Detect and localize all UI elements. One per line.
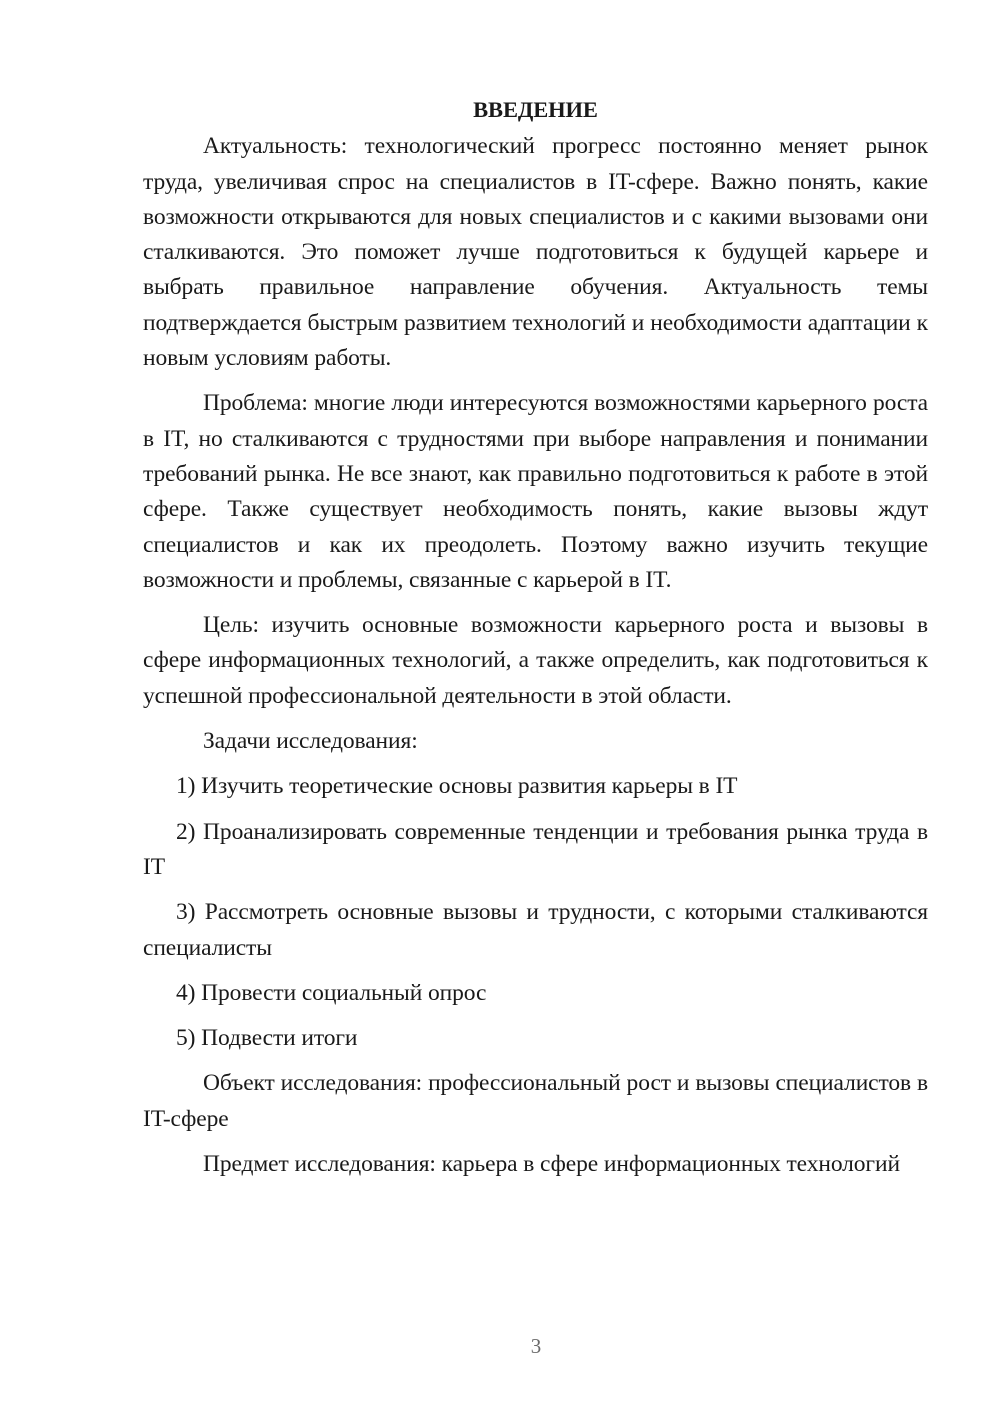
problem-paragraph: Проблема: многие люди интересуются возможностями карьерного роста в IT, но сталкиваются с трудностями при выборе направления и понимании требований рынка. Не все знают, как правильно подготовиться к работе в этой сфере. Также существует необходимость понять, какие вызовы ждут специалистов и как их преодолеть. Поэтому важно изучить текущие возможности и проблемы, связанные с карьерой в IT. (143, 390, 928, 593)
task-item-1: 1) Изучить теоретические основы развития карьеры в IT (176, 773, 738, 800)
page-number: 3 (530, 1334, 542, 1358)
tasks-heading: Задачи исследования: (203, 728, 418, 755)
task-item-2: 2) Проанализировать современные тенденции и требования рынка труда в IT (143, 818, 928, 880)
relevance-paragraph: Актуальность: технологический прогресс постоянно меняет рынок труда, увеличивая спрос на специалистов в IT-сфере. Важно понять, какие возможности открываются для новых специалистов и с какими вызовами они сталкиваются. Это поможет лучше подготовиться к будущей карьере и выбрать правильное направление обучения. Актуальность темы подтверждается быстрым развитием технологий и необходимости адаптации к новым условиям работы. (143, 133, 928, 372)
task-item-4: 4) Провести социальный опрос (176, 979, 487, 1006)
subject-paragraph: Предмет исследования: карьера в сфере информационных технологий (203, 1151, 900, 1178)
task-item-5: 5) Подвести итоги (176, 1025, 358, 1052)
task-item-3: 3) Рассмотреть основные вызовы и трудности, с которыми сталкиваются специалисты (143, 899, 928, 961)
section-heading: ВВЕДЕНИЕ (473, 97, 598, 122)
document-page (143, 92, 928, 1192)
object-paragraph: Объект исследования: профессиональный рост и вызовы специалистов в IT-сфере (143, 1070, 928, 1132)
goal-paragraph: Цель: изучить основные возможности карьерного роста и вызовы в сфере информационных технологий, а также определить, как подготовиться к успешной профессиональной деятельности в этой области. (143, 612, 928, 709)
